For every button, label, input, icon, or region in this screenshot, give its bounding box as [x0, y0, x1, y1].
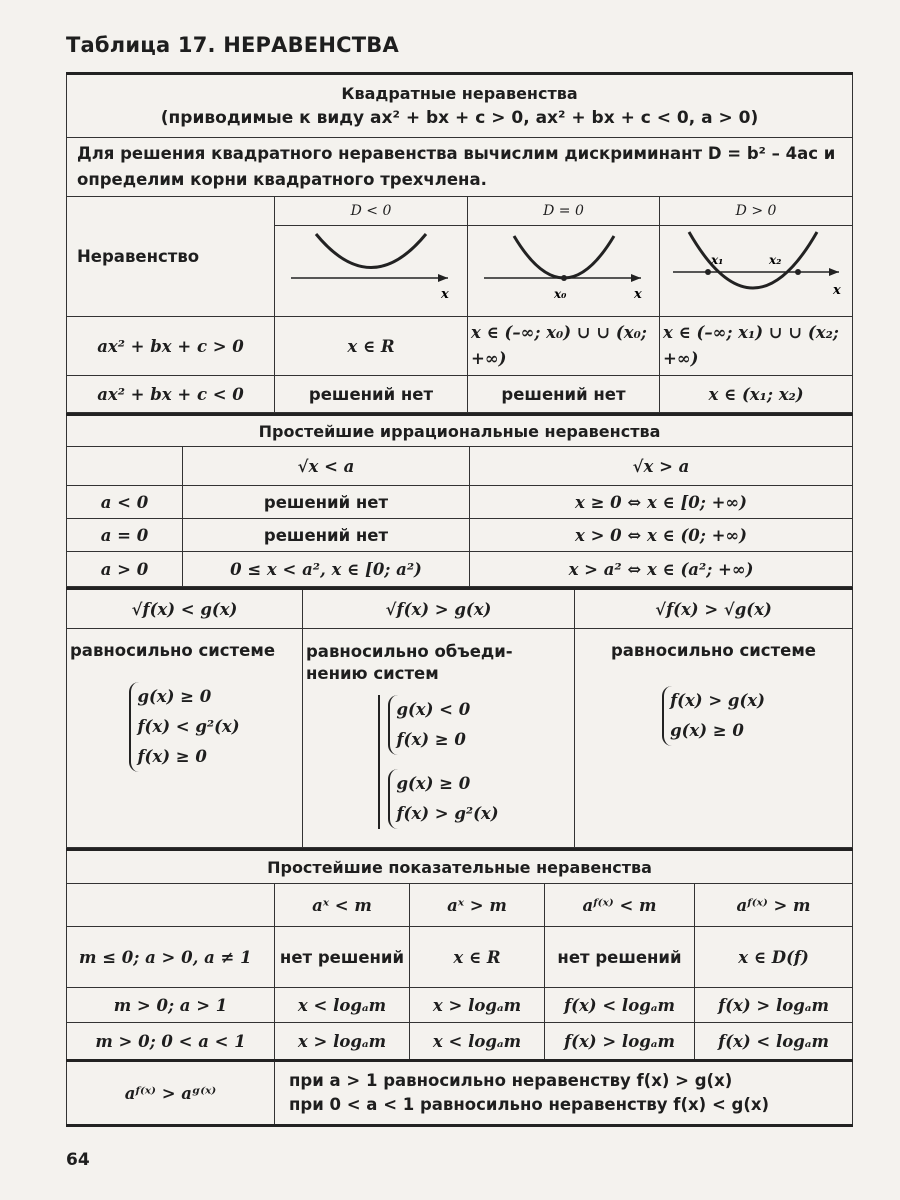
exponential-title: Простейшие показательные неравенства [67, 850, 853, 884]
quadratic-intro: Для решения квадратного неравенства вычислим дискриминант D = b² – 4ac и определим корни квадратного трехчлена. [67, 138, 853, 197]
exp-r3-c2: x < logₐm [410, 1023, 545, 1061]
system-1 [129, 682, 239, 772]
system-2b-line-2: f(x) > g²(x) [396, 804, 499, 823]
irrational-corner [67, 447, 183, 486]
sqrt-less-header: √x < a [183, 447, 470, 486]
x0-label: x₀ [553, 287, 566, 301]
general-header-2: √f(x) > g(x) [303, 589, 575, 629]
exp-final-text [275, 1061, 853, 1126]
exp-header-2: aˣ > m [410, 884, 545, 927]
parabola-one-root-graph [469, 226, 659, 312]
cond-a-negative: a < 0 [67, 486, 183, 519]
system-2b [388, 769, 498, 829]
general-header-3: √f(x) > √g(x) [575, 589, 853, 629]
exp-r1-c4: x ∈ D(f) [695, 927, 853, 988]
irrational-title: Простейшие иррациональные неравенства [67, 415, 853, 447]
exp-r2-c3: f(x) < logₐm [545, 988, 695, 1023]
x1-label: x₁ [711, 253, 724, 267]
union-of-systems [378, 695, 498, 829]
exp-cond-2: m > 0; a > 1 [67, 988, 275, 1023]
exp-r3-c3: f(x) > logₐm [545, 1023, 695, 1061]
parabola-two-roots-graph [661, 226, 851, 312]
exp-final-line-1: при a > 1 равносильно неравенству f(x) > g(x) [289, 1071, 733, 1090]
general-case-2 [303, 629, 575, 848]
system-1-line-1: g(x) ≥ 0 [137, 687, 212, 706]
case-d-negative: D < 0 [275, 197, 468, 226]
system-2b-line-1: g(x) ≥ 0 [396, 774, 471, 793]
graph-d-positive [660, 226, 853, 317]
system-3 [662, 686, 765, 746]
exp-r2-c2: x > logₐm [410, 988, 545, 1023]
greater-a-zero: x > 0 ⇔ x ∈ (0; +∞) [470, 519, 853, 552]
system-2a [388, 695, 470, 755]
system-3-line-2: g(x) ≥ 0 [670, 721, 744, 740]
less-a-positive: 0 ≤ x < a², x ∈ [0; a²) [183, 552, 470, 587]
system-3-line-1: f(x) > g(x) [670, 691, 765, 710]
inequality-label: Неравенство [67, 197, 275, 317]
general-desc-3: равносильно системе [610, 641, 817, 660]
exp-final-ineq: aᶠ⁽ˣ⁾ > aᵍ⁽ˣ⁾ [67, 1061, 275, 1126]
case-d-zero: D = 0 [468, 197, 660, 226]
exp-cond-3: m > 0; 0 < a < 1 [67, 1023, 275, 1061]
exp-header-4: aᶠ⁽ˣ⁾ > m [695, 884, 853, 927]
sqrt-greater-header: √x > a [470, 447, 853, 486]
quadratic-subtitle: (приводимые к виду ax² + bx + c > 0, ax² + bx + c < 0, a > 0) [160, 108, 759, 128]
general-desc-2: равносильно объеди-нению систем [306, 642, 513, 683]
exp-header-3: aᶠ⁽ˣ⁾ < m [545, 884, 695, 927]
general-case-3 [575, 629, 853, 848]
greater-d-negative: x ∈ R [275, 317, 468, 376]
x-axis-label: x [441, 287, 449, 302]
less-a-negative: решений нет [183, 486, 470, 519]
irrational-general-table [66, 587, 853, 848]
exp-r1-c2: x ∈ R [410, 927, 545, 988]
exp-r3-c4: f(x) < logₐm [695, 1023, 853, 1061]
exponential-corner [67, 884, 275, 927]
case-d-positive: D > 0 [660, 197, 853, 226]
exp-r2-c1: x < logₐm [275, 988, 410, 1023]
general-case-1 [67, 629, 303, 848]
exponential-table [66, 848, 853, 1127]
system-2a-line-2: f(x) ≥ 0 [396, 730, 466, 749]
quadratic-table [66, 72, 853, 413]
exp-r3-c1: x > logₐm [275, 1023, 410, 1061]
general-header-1: √f(x) < g(x) [67, 589, 303, 629]
quadratic-header [67, 74, 853, 138]
exp-final-line-2: при 0 < a < 1 равносильно неравенству f(x) < g(x) [289, 1095, 770, 1114]
less-d-negative: решений нет [275, 376, 468, 413]
less-d-zero: решений нет [468, 376, 660, 413]
exp-r2-c4: f(x) > logₐm [695, 988, 853, 1023]
system-1-line-2: f(x) < g²(x) [137, 717, 240, 736]
system-2a-line-1: g(x) < 0 [396, 700, 471, 719]
greater-d-zero: x ∈ (–∞; x₀) ∪ ∪ (x₀; +∞) [468, 317, 660, 376]
general-desc-1: равносильно системе [70, 641, 276, 660]
exp-header-1: aˣ < m [275, 884, 410, 927]
exp-r1-c1: нет решений [275, 927, 410, 988]
x-axis-label: x [833, 283, 841, 298]
cond-a-positive: a > 0 [67, 552, 183, 587]
x2-label: x₂ [769, 253, 782, 267]
greater-a-negative: x ≥ 0 ⇔ x ∈ [0; +∞) [470, 486, 853, 519]
less-a-zero: решений нет [183, 519, 470, 552]
greater-d-positive: x ∈ (–∞; x₁) ∪ ∪ (x₂; +∞) [660, 317, 853, 376]
parabola-no-roots-graph [276, 226, 466, 312]
inequalities-sheet [66, 72, 852, 1127]
page-title: Таблица 17. НЕРАВЕНСТВА [66, 33, 399, 57]
exp-cond-1: m ≤ 0; a > 0, a ≠ 1 [67, 927, 275, 988]
exp-r1-c3: нет решений [545, 927, 695, 988]
graph-d-zero [468, 226, 660, 317]
cond-a-zero: a = 0 [67, 519, 183, 552]
x-axis-label: x [633, 287, 642, 302]
graph-d-negative [275, 226, 468, 317]
ineq-less: ax² + bx + c < 0 [67, 376, 275, 413]
page-number: 64 [66, 1150, 90, 1170]
less-d-positive: x ∈ (x₁; x₂) [660, 376, 853, 413]
greater-a-positive: x > a² ⇔ x ∈ (a²; +∞) [470, 552, 853, 587]
irrational-table [66, 413, 853, 587]
ineq-greater: ax² + bx + c > 0 [67, 317, 275, 376]
system-1-line-3: f(x) ≥ 0 [137, 747, 207, 766]
quadratic-title: Квадратные неравенства [341, 84, 578, 103]
